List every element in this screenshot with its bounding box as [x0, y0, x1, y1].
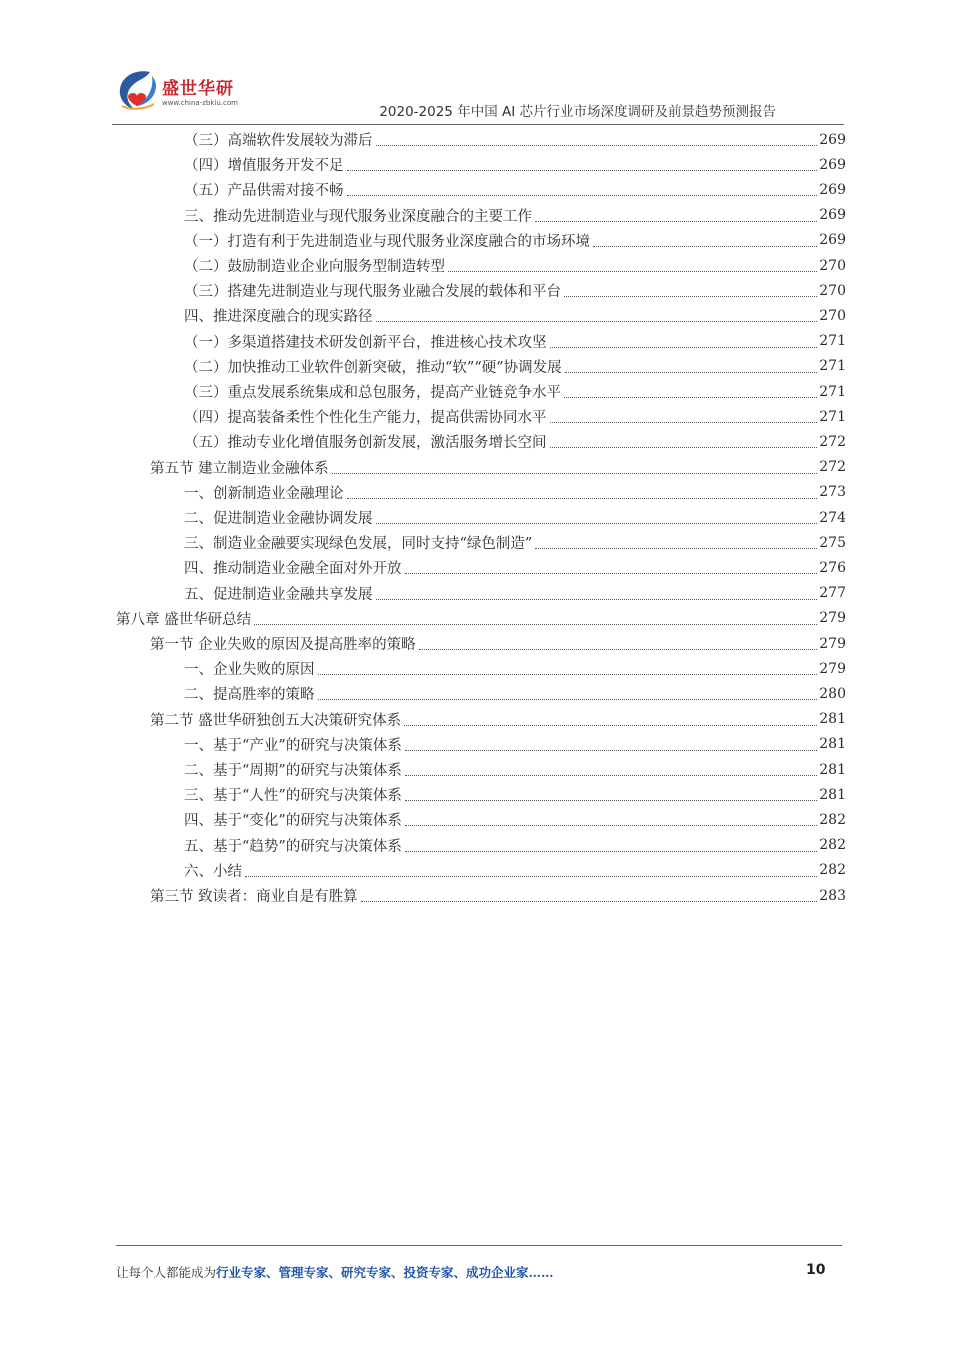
- toc-dot-leader: [405, 775, 817, 776]
- toc-dot-leader: [332, 473, 818, 474]
- toc-dot-leader: [404, 725, 817, 726]
- toc-entry-title: 一、基于“产业”的研究与决策体系: [184, 737, 402, 754]
- toc-entry[interactable]: [184, 581, 846, 606]
- toc-entry-title: （二）鼓励制造业企业向服务型制造转型: [184, 259, 445, 275]
- toc-dot-leader: [254, 624, 817, 625]
- toc-entry-page: 271: [819, 408, 846, 425]
- toc-entry-page: 270: [819, 257, 846, 274]
- toc-dot-leader: [405, 851, 817, 852]
- toc-entry-title: （一）打造有利于先进制造业与现代服务业深度融合的市场环境: [184, 233, 590, 250]
- toc-dot-leader: [376, 599, 818, 600]
- toc-entry-page: 269: [819, 131, 846, 148]
- toc-entry[interactable]: [116, 606, 846, 631]
- toc-entry[interactable]: [184, 228, 846, 253]
- toc-entry-page: 272: [819, 433, 846, 450]
- toc-dot-leader: [535, 548, 817, 549]
- toc-entry[interactable]: [184, 505, 846, 530]
- toc-entry[interactable]: [184, 429, 846, 454]
- toc-entry-page: 270: [819, 307, 846, 324]
- toc-entry-title: （五）推动专业化增值服务创新发展，激活服务增长空间: [184, 435, 547, 452]
- toc-entry-title: 一、创新制造业金融理论: [184, 485, 344, 502]
- logo-icon: [112, 66, 162, 116]
- toc-entry-title: 第三节 致读者：商业自是有胜算: [150, 889, 358, 905]
- report-title: 2020-2025 年中国 AI 芯片行业市场深度调研及前景趋势预测报告: [379, 104, 776, 120]
- toc-dot-leader: [405, 750, 817, 751]
- logo-url: www.china-zbkiu.com: [162, 99, 238, 107]
- toc-entry-page: 270: [819, 282, 846, 299]
- toc-entry-title: 四、基于“变化”的研究与决策体系: [184, 813, 402, 830]
- toc-dot-leader: [535, 221, 817, 222]
- toc-entry-page: 271: [819, 383, 846, 400]
- toc-entry[interactable]: [184, 278, 846, 303]
- toc-entry[interactable]: [150, 631, 846, 656]
- toc-entry[interactable]: [184, 404, 846, 429]
- toc-entry[interactable]: [184, 303, 846, 328]
- toc-entry-page: 273: [819, 484, 846, 501]
- toc-entry-page: 269: [819, 156, 846, 173]
- toc-entry-page: 281: [819, 761, 846, 778]
- toc-entry-title: 五、促进制造业金融共享发展: [184, 586, 373, 603]
- toc-entry-page: 272: [819, 459, 846, 476]
- toc-entry-title: 二、基于“周期”的研究与决策体系: [184, 763, 402, 779]
- logo-wordmark: 盛世华研: [162, 79, 234, 99]
- toc-entry[interactable]: [184, 833, 846, 858]
- toc-entry-page: 275: [819, 534, 846, 551]
- toc-entry-page: 282: [819, 837, 846, 854]
- toc-entry-page: 277: [819, 585, 846, 602]
- toc-entry-title: （三）高端软件发展较为滞后: [184, 133, 373, 149]
- toc-dot-leader: [245, 876, 817, 877]
- page-number: 10: [806, 1262, 826, 1278]
- toc-entry[interactable]: [184, 177, 846, 202]
- toc-entry[interactable]: [184, 757, 846, 782]
- toc-entry-title: （四）增值服务开发不足: [184, 158, 344, 175]
- toc-dot-leader: [564, 296, 817, 297]
- toc-entry[interactable]: [184, 329, 846, 354]
- toc-dot-leader: [565, 372, 818, 373]
- slogan-highlight: 行业专家、管理专家、研究专家、投资专家、成功企业家……: [216, 1265, 554, 1280]
- toc-entry[interactable]: [184, 480, 846, 505]
- toc-entry-title: （四）提高装备柔性个性化生产能力，提高供需协同水平: [184, 410, 547, 427]
- toc-entry-page: 281: [819, 786, 846, 803]
- toc-entry-title: 四、推动制造业金融全面对外开放: [184, 561, 402, 578]
- toc-dot-leader: [347, 170, 818, 171]
- toc-entry-page: 279: [819, 660, 846, 677]
- toc-entry-title: 四、推进深度融合的现实路径: [184, 309, 373, 326]
- toc-entry-title: 第二节 盛世华研独创五大决策研究体系: [150, 712, 402, 729]
- toc-entry-page: 282: [819, 862, 846, 879]
- toc-entry[interactable]: [184, 681, 846, 706]
- toc-dot-leader: [448, 271, 817, 272]
- toc-entry[interactable]: [150, 707, 846, 732]
- toc-entry-title: （二）加快推动工业软件创新突破，推动“软”“硬”协调发展: [184, 359, 562, 376]
- toc-entry[interactable]: [150, 455, 846, 480]
- toc-entry-page: 269: [819, 232, 846, 249]
- toc-dot-leader: [405, 825, 817, 826]
- toc-entry[interactable]: [184, 127, 846, 152]
- toc-entry-title: 第五节 建立制造业金融体系: [150, 460, 329, 477]
- toc-entry-title: 二、提高胜率的策略: [184, 687, 315, 704]
- toc-dot-leader: [593, 246, 817, 247]
- toc-dot-leader: [550, 422, 818, 423]
- toc-entry-page: 274: [819, 509, 846, 526]
- toc-entry[interactable]: [184, 782, 846, 807]
- toc-dot-leader: [318, 699, 818, 700]
- toc-entry[interactable]: [184, 656, 846, 681]
- toc-dot-leader: [376, 321, 818, 322]
- toc-entry-page: 283: [819, 887, 846, 904]
- toc-entry[interactable]: [184, 152, 846, 177]
- toc-entry-title: （三）搭建先进制造业与现代服务业融合发展的载体和平台: [184, 284, 561, 301]
- toc-entry[interactable]: [184, 555, 846, 580]
- company-logo: [112, 66, 262, 116]
- toc-entry-page: 276: [819, 559, 846, 576]
- toc-dot-leader: [376, 523, 818, 524]
- toc-entry-title: 六、小结: [184, 863, 242, 880]
- toc-entry-page: 269: [819, 181, 846, 198]
- toc-dot-leader: [361, 901, 818, 902]
- toc-entry-title: 三、推动先进制造业与现代服务业深度融合的主要工作: [184, 208, 532, 225]
- toc-dot-leader: [376, 145, 818, 146]
- toc-dot-leader: [405, 800, 817, 801]
- toc-entry[interactable]: [184, 354, 846, 379]
- toc-dot-leader: [347, 195, 818, 196]
- toc-entry[interactable]: [150, 883, 846, 908]
- slogan-prefix: 让每个人都能成为: [116, 1265, 217, 1280]
- toc-entry-title: （五）产品供需对接不畅: [184, 183, 344, 200]
- toc-entry-page: 280: [819, 685, 846, 702]
- toc-entry-page: 281: [819, 736, 846, 753]
- toc-entry-title: （一）多渠道搭建技术研发创新平台，推进核心技术攻坚: [184, 334, 547, 351]
- toc-dot-leader: [550, 447, 818, 448]
- header-divider: [112, 124, 844, 125]
- toc-dot-leader: [564, 397, 817, 398]
- toc-entry-title: 第八章 盛世华研总结: [116, 611, 252, 628]
- toc-entry-title: （三）重点发展系统集成和总包服务，提高产业链竞争水平: [184, 385, 561, 401]
- page-header: [112, 62, 844, 128]
- toc-entry-title: 二、促进制造业金融协调发展: [184, 511, 373, 527]
- toc-entry-page: 279: [819, 635, 846, 652]
- toc-dot-leader: [318, 674, 818, 675]
- toc-entry[interactable]: [184, 379, 846, 404]
- toc-entry-page: 279: [819, 610, 846, 627]
- toc-entry[interactable]: [184, 203, 846, 228]
- toc-dot-leader: [419, 649, 818, 650]
- toc-entry-title: 三、制造业金融要实现绿色发展，同时支持“绿色制造”: [184, 536, 533, 553]
- toc-entry-page: 271: [819, 333, 846, 350]
- toc-entry-page: 271: [819, 358, 846, 375]
- toc-dot-leader: [550, 347, 818, 348]
- footer-divider: [116, 1245, 842, 1246]
- toc-entry[interactable]: [184, 530, 846, 555]
- toc-entry-title: 第一节 企业失败的原因及提高胜率的策略: [150, 637, 416, 653]
- toc-entry-page: 282: [819, 811, 846, 828]
- toc-dot-leader: [405, 573, 818, 574]
- toc-entry[interactable]: [184, 732, 846, 757]
- toc-entry-page: 269: [819, 207, 846, 224]
- toc-entry-title: 三、基于“人性”的研究与决策体系: [184, 788, 402, 805]
- footer-slogan: [116, 1263, 554, 1281]
- toc-entry-title: 五、基于“趋势”的研究与决策体系: [184, 838, 402, 855]
- toc-entry[interactable]: [184, 858, 846, 883]
- toc-dot-leader: [347, 498, 818, 499]
- toc-entry-title: 一、企业失败的原因: [184, 662, 315, 679]
- toc-entry-page: 281: [819, 711, 846, 728]
- toc-entry[interactable]: [184, 253, 846, 278]
- toc-entry[interactable]: [184, 807, 846, 832]
